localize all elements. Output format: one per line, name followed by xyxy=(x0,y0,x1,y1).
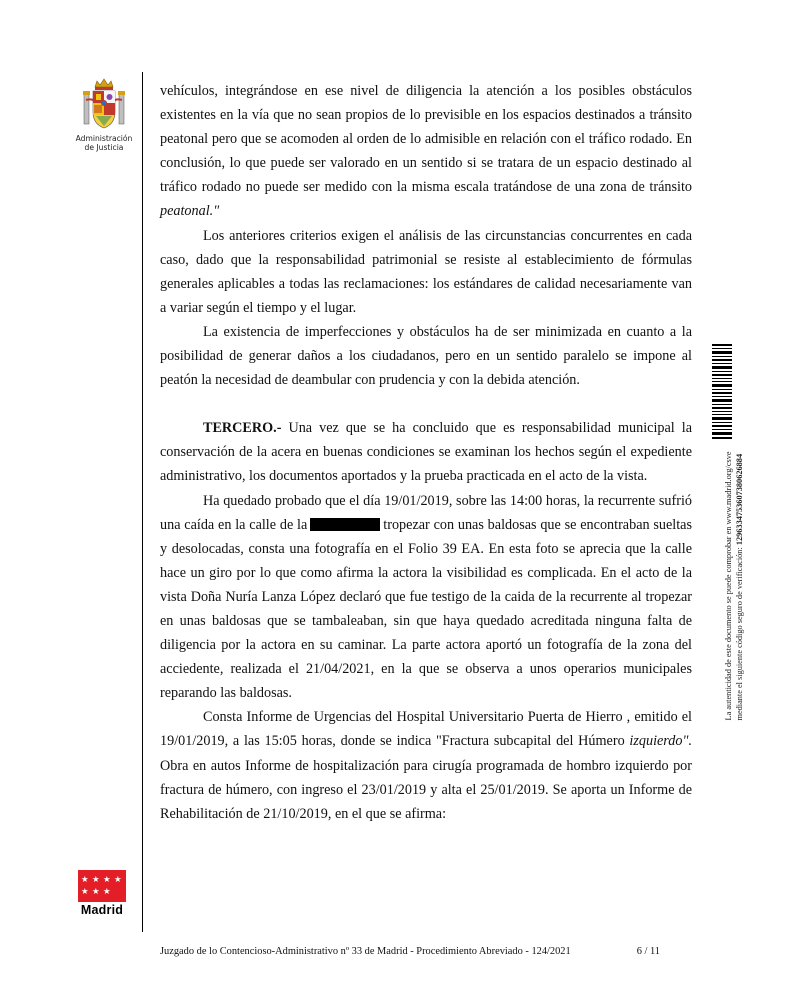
justice-caption-line1: Administración xyxy=(75,134,133,143)
footer-court: Juzgado de lo Contencioso-Administrativo nº 33 de Madrid - Procedimiento Abreviado - 124/2021 xyxy=(160,946,571,957)
verification-strip xyxy=(724,450,744,720)
paragraph-5: Ha quedado probado que el día 19/01/2019, sobre las 14:00 horas, la recurrente sufrió una caída en la calle de la tropezar con unas baldosas que se encontraban sueltas y desolocadas, consta una fotografía en el Folio 39 EA. En esta foto se aprecia que la calle hace un giro por lo que como afirma la actora la visibilidad es complicada. En el acto de la vista Doña Nuría Lanza López declaró que fue testigo de la caida de la recurrente al tropezar en unas baldosas que se tambaleaban, sin que haya quedado acreditada ninguna falta de diligencia por la actora en su caminar. La parte actora aportó un fotografía de la zona del acciedente, realizada el 21/04/2021, en la que se observa a unos operarios municipales reparando las baldosas. xyxy=(160,492,693,702)
madrid-flag-icon: ★ ★ ★ ★ ★ ★ ★ xyxy=(78,870,126,902)
verification-line2: mediante el siguiente código seguro de verificación: xyxy=(735,544,744,720)
paragraph-3: La existencia de imperfecciones y obstáculos ha de ser minimizada en cuanto a la posibilidad de generar daños a los ciudadanos, pero en un sentido paralelo se impone al peatón la necesidad de deambular con prudencia y con la debida atención. xyxy=(160,323,692,389)
italic-peatonal: peatonal." xyxy=(160,203,220,220)
paragraph-1: vehículos, integrándose en ese nivel de diligencia la atención a los posibles obstáculos existentes en la vía que no sean propios de lo previsible en los espacios destinados a tránsito peatonal pero que se acomoden al orden de lo admisible en relación con el tráfico rodado. En conclusión, lo que puede ser valorado en un sentido si se tratara de un espacio destinado al tráfico rodado no puede ser medido con la misma escala tratándose de una zona de tránsito peatonal." xyxy=(160,83,692,220)
paragraph-tercero: TERCERO.- Una vez que se ha concluido que es responsabilidad municipal la conservación de la acera en buenas condiciones se examinan los hechos según el expediente administrativo, los documentos aportados y la prueba practicada en el acto de la vista. xyxy=(160,420,692,485)
margin-rule xyxy=(142,72,143,932)
barcode-icon xyxy=(712,344,732,439)
verification-code: 1296334753607380626884 xyxy=(735,453,744,545)
redaction-block xyxy=(310,518,380,531)
verification-line1: La autenticidad de este documento se puede comprobar en www.madrid.org/csve xyxy=(724,450,733,720)
page-footer xyxy=(160,946,660,957)
justice-logo xyxy=(72,78,136,152)
document-body xyxy=(160,79,692,826)
madrid-logo xyxy=(78,870,126,917)
italic-izquierdo: izquierdo". xyxy=(629,733,692,750)
coat-of-arms-icon xyxy=(82,78,126,132)
section-heading: TERCERO.- xyxy=(203,420,282,437)
justice-caption-line2: de Justicia xyxy=(84,143,124,152)
paragraph-6: Consta Informe de Urgencias del Hospital Universitario Puerta de Hierro , emitido el 19/01/2019, a las 15:05 horas, donde se indica "Fractura subcapital del Húmero izquierdo". Obra en autos Informe de hospitalización para cirugía programada de hombro izquierdo por fractura de húmero, con ingreso el 23/01/2019 y alta el 25/01/2019. Se aporta un Informe de Rehabilitación de 21/10/2019, en el que se afirma: xyxy=(160,709,692,822)
page-number: 6 / 11 xyxy=(636,946,660,957)
madrid-label: Madrid xyxy=(80,903,124,917)
paragraph-2: Los anteriores criterios exigen el análisis de las circunstancias concurrentes en cada caso, dado que la responsabilidad patrimonial se resiste al establecimiento de fórmulas generales aplicables a todas las reclamaciones: los estándares de calidad necesariamente van a variar según el tiempo y el lugar. xyxy=(160,227,692,316)
